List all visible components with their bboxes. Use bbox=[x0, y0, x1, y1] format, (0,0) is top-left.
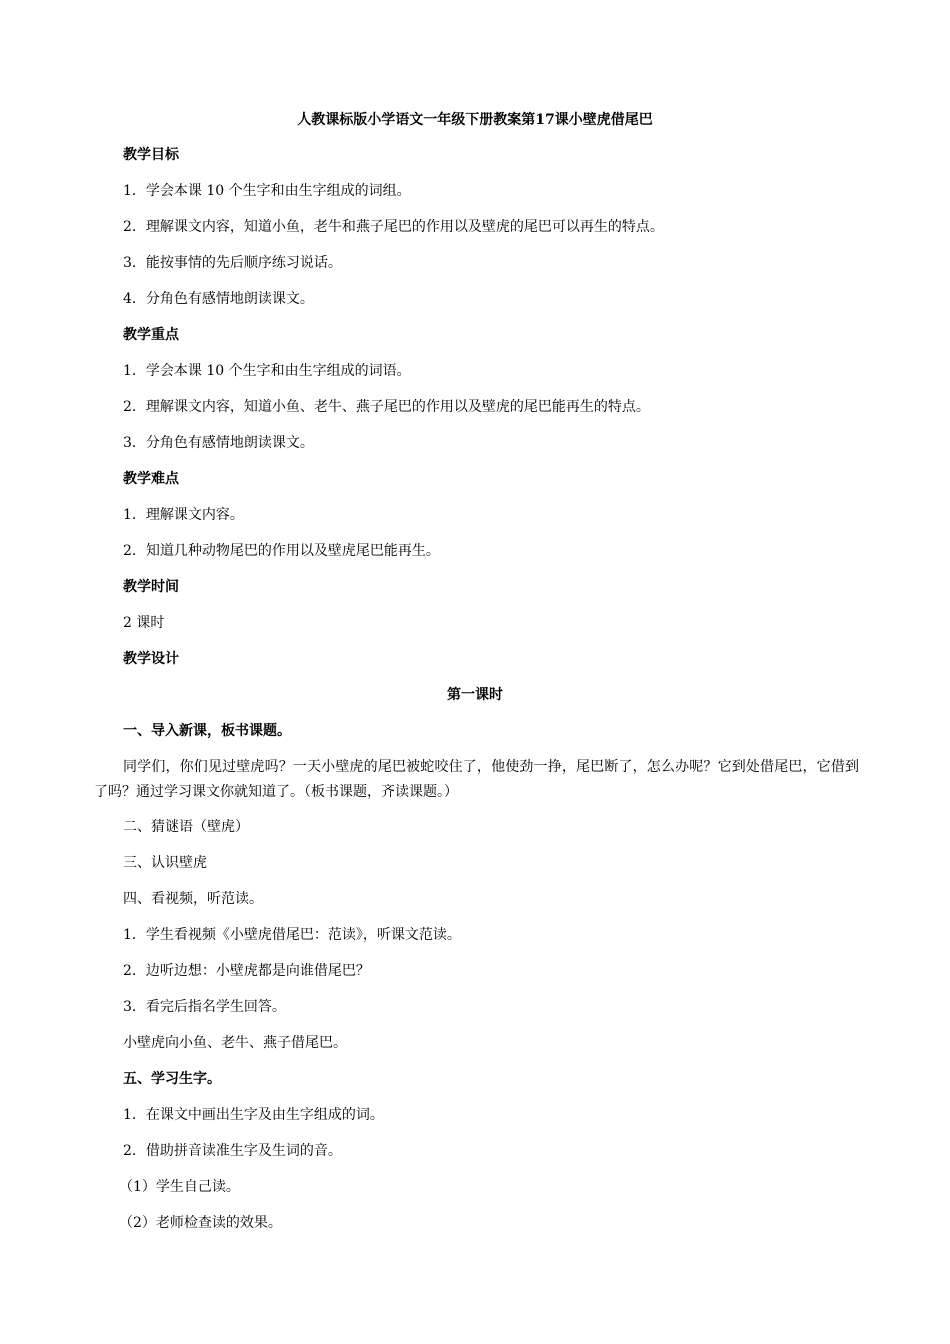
key-points-item: 1．学会本课 10 个生字和由生字组成的词语。 bbox=[123, 363, 411, 379]
section1-heading: 一、导入新课，板书课题。 bbox=[123, 723, 291, 739]
section1-paragraph: 同学们，你们见过壁虎吗？一天小壁虎的尾巴被蛇咬住了，他使劲一挣，尾巴断了，怎么办呢？它到处借尾巴，它借到了吗？通过学习课文你就知道了。（板书课题，齐读课题。） bbox=[94, 759, 859, 800]
section5-item: 1．在课文中画出生字及由生字组成的词。 bbox=[123, 1107, 384, 1123]
section5-heading: 五、学习生字。 bbox=[123, 1071, 221, 1087]
design-heading: 教学设计 bbox=[123, 651, 179, 667]
section4-item: 2．边听边想：小壁虎都是向谁借尾巴？ bbox=[123, 963, 370, 979]
key-points-heading: 教学重点 bbox=[123, 327, 179, 343]
time-value: 2 课时 bbox=[123, 615, 165, 631]
goals-item: 3．能按事情的先后顺序练习说话。 bbox=[123, 255, 342, 271]
difficulties-heading: 教学难点 bbox=[123, 471, 179, 487]
section5-item: 2．借助拼音读准生字及生词的音。 bbox=[123, 1143, 342, 1159]
section4-item: 3．看完后指名学生回答。 bbox=[123, 999, 286, 1015]
section2-heading: 二、猜谜语（壁虎） bbox=[123, 819, 249, 835]
section4-heading: 四、看视频，听范读。 bbox=[123, 891, 263, 907]
section3-heading: 三、认识壁虎 bbox=[123, 855, 207, 871]
goals-item: 2．理解课文内容，知道小鱼，老牛和燕子尾巴的作用以及壁虎的尾巴可以再生的特点。 bbox=[123, 219, 664, 235]
section5-subitem: （2）老师检查读的效果。 bbox=[119, 1215, 282, 1231]
key-points-item: 2．理解课文内容，知道小鱼、老牛、燕子尾巴的作用以及壁虎的尾巴能再生的特点。 bbox=[123, 399, 650, 415]
goals-item: 1．学会本课 10 个生字和由生字组成的词组。 bbox=[123, 183, 411, 199]
goals-heading: 教学目标 bbox=[123, 147, 179, 163]
key-points-item: 3．分角色有感情地朗读课文。 bbox=[123, 435, 314, 451]
goals-item: 4．分角色有感情地朗读课文。 bbox=[123, 291, 314, 307]
time-heading: 教学时间 bbox=[123, 579, 179, 595]
difficulties-item: 1．理解课文内容。 bbox=[123, 507, 244, 523]
section4-answer: 小壁虎向小鱼、老牛、燕子借尾巴。 bbox=[123, 1035, 347, 1051]
section5-subitem: （1）学生自己读。 bbox=[119, 1179, 240, 1195]
section4-item: 1．学生看视频《小壁虎借尾巴：范读》，听课文范读。 bbox=[123, 927, 461, 943]
document-title: 人教课标版小学语文一年级下册教案第17课小壁虎借尾巴 bbox=[297, 112, 653, 128]
difficulties-item: 2．知道几种动物尾巴的作用以及壁虎尾巴能再生。 bbox=[123, 543, 440, 559]
lesson-title: 第一课时 bbox=[447, 687, 503, 703]
